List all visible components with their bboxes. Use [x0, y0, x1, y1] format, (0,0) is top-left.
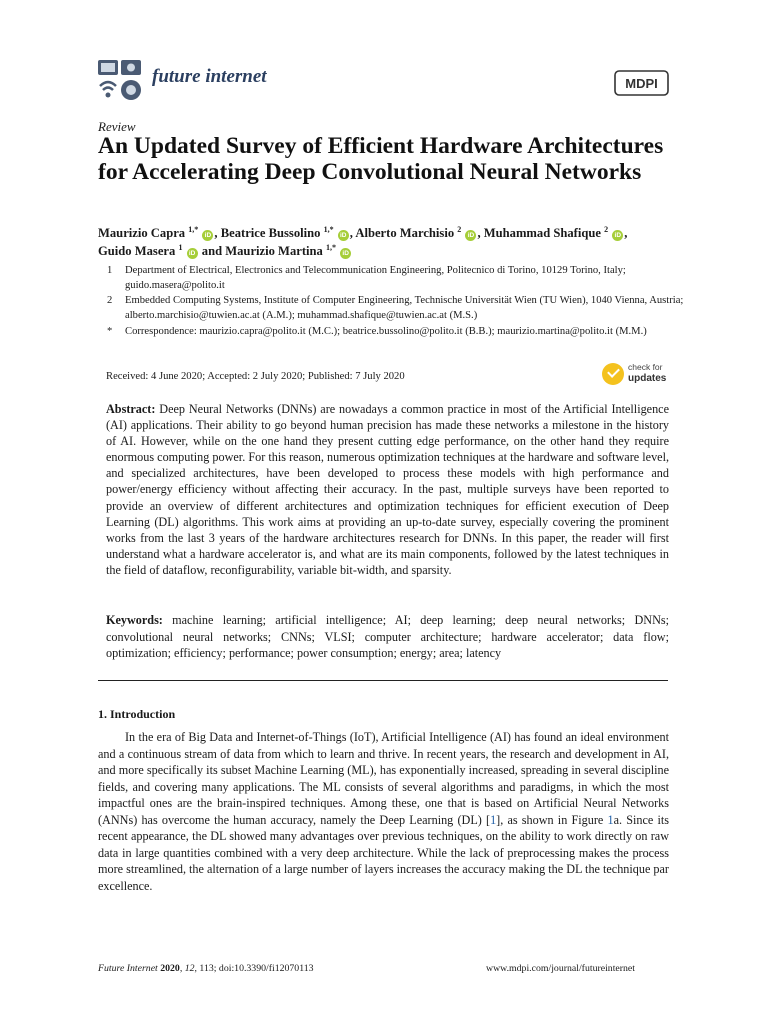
author-name: Muhammad Shafique: [483, 226, 601, 240]
checkmark-icon: [602, 363, 624, 385]
abstract: [106, 401, 669, 578]
check-for-updates-badge[interactable]: [602, 361, 682, 389]
author-affiliation-mark: 2: [604, 225, 609, 234]
author-separator: ,: [349, 226, 353, 240]
affiliation-text: Correspondence: maurizio.capra@polito.it (M.C.); beatrice.bussolino@polito.it (B.B.); maurizio.martina@polito.it (M.M.): [125, 326, 647, 337]
author-affiliation-mark: 2: [457, 225, 462, 234]
mdpi-logo-icon: [614, 70, 669, 96]
mdpi-logo-text: MDPI: [625, 76, 658, 91]
introduction-paragraph: [98, 729, 669, 894]
abstract-label: Abstract:: [106, 402, 156, 416]
affiliation-text: Department of Electrical, Electronics and Telecommunication Engineering, Politecnico di Torino, 10129 Torino, Italy; guido.masera@polito.it: [125, 265, 626, 291]
article-type: Review: [98, 119, 136, 134]
footer-url[interactable]: www.mdpi.com/journal/futureinternet: [486, 963, 636, 974]
affiliation: [107, 293, 685, 323]
orcid-icon[interactable]: iD: [340, 248, 351, 259]
orcid-icon[interactable]: iD: [202, 230, 213, 241]
footer-journal: Future Internet: [98, 963, 158, 974]
author-list: [98, 224, 678, 260]
footer-citation: Future Internet 2020, 12, 113; doi:10.3390/fi12070113: [98, 963, 314, 974]
publication-dates: Received: 4 June 2020; Accepted: 2 July 2020; Published: 7 July 2020: [106, 371, 405, 382]
paragraph-text: a. Since its recent appearance, the DL showed many advantages over previous techniques, on the ability to work directly on raw data in large quantities combined with a very deep architecture. While the lack of preprocessing makes the process more streamlined, the alternation of a large number of layers increases the accuracy making the DL the technique par excellence.: [98, 812, 669, 893]
journal-logo-icon: [98, 58, 142, 102]
section-divider: [98, 680, 668, 681]
footer-doi: 113; doi:10.3390/fi12070113: [199, 963, 314, 974]
author-name: Alberto Marchisio: [355, 226, 455, 240]
author-affiliation-mark: 1,*: [188, 225, 199, 234]
author-affiliation-mark: 1: [178, 243, 183, 252]
orcid-icon[interactable]: iD: [338, 230, 349, 241]
paragraph-text: In the era of Big Data and Internet-of-Things (IoT), Artificial Intelligence (AI) has found an ideal environment and a continuous stream of data from which to learn and thrive. In recent years, the research and development in AI, and more specifically its subset Machine Learning (ML), has exponentially increased, spreading in several discipline fields, and covering many applications. The ML consists of several algorithms and paradigms, in which the most impactful ones are the brain-inspired techniques. Among these, one that is based on Artificial Neural Networks (ANNs) has overcome the human accuracy, namely the Deep Learning (DL) [: [98, 730, 669, 827]
affiliation-mark: *: [107, 326, 113, 337]
section-heading: 1. Introduction: [98, 707, 176, 721]
footer-year: 2020: [160, 963, 180, 974]
author-affiliation-mark: 1,*: [325, 243, 336, 252]
author-separator: ,: [624, 226, 628, 240]
paper-title: An Updated Survey of Efficient Hardware Architectures for Accelerating Deep Convolutional Neural Networks: [98, 133, 664, 185]
author-separator: ,: [214, 226, 218, 240]
updates-label: updates: [628, 373, 667, 384]
paragraph-text: ], as shown in Figure: [496, 812, 608, 827]
keywords: [106, 612, 669, 662]
affiliation-mark: 2: [107, 295, 113, 306]
author-name: Guido Masera: [98, 244, 176, 258]
citation-link[interactable]: 1: [490, 812, 497, 827]
footer-volume: 12: [184, 963, 195, 974]
abstract-text: Deep Neural Networks (DNNs) are nowadays a common practice in most of the Artificial Intelligence (AI) applications. Their ability to go beyond human precision has made these networks a milestone in the history of AI. However, while on the one hand they present cutting edge performance, on the other hand they require enormous computing power. For this reason, numerous optimization techniques at the hardware and software level, and specialized architectures, have been developed to process these models with high performance and power/energy efficiency without affecting their accuracy. In the past, multiple surveys have been reported to provide an overview of different architectures and optimization techniques for efficient execution of Deep Learning (DL) algorithms. This work aims at providing an up-to-date survey, especially covering the prominent works from the last 3 years of the hardware architectures research for DNNs. In this paper, the reader will first understand what a hardware accelerator is, and what are its main components, followed by the latest techniques in the field of dataflow, reconfigurability, variable bit-width, and sparsity.: [106, 402, 669, 577]
author-affiliation-mark: 1,*: [323, 225, 334, 234]
author-name: Maurizio Martina: [225, 244, 323, 258]
figure-link[interactable]: 1: [607, 812, 614, 827]
orcid-icon[interactable]: iD: [612, 230, 623, 241]
author-separator: and: [201, 244, 223, 258]
keywords-label: Keywords:: [106, 613, 163, 627]
check-for-label: check for: [628, 362, 663, 372]
affiliation-text: Embedded Computing Systems, Institute of Computer Engineering, Technische Universität Wien (TU Wien), 1040 Vienna, Austria; alberto.marchisio@tuwien.ac.at (A.M.); muhammad.shafique@tuwien.ac.at (M.S.): [125, 295, 684, 321]
author-name: Beatrice Bussolino: [220, 226, 321, 240]
keywords-text: machine learning; artificial intelligence; AI; deep learning; deep neural networks; DNNs; convolutional neural networks; CNNs; VLSI; computer architecture; hardware accelerator; data flow; optimization; efficiency; performance; power consumption; energy; area; latency: [106, 613, 670, 660]
correspondence: [107, 324, 685, 339]
affiliation-mark: 1: [107, 265, 113, 276]
journal-name: future internet: [152, 66, 267, 87]
author-separator: ,: [477, 226, 481, 240]
affiliation: [107, 263, 685, 293]
orcid-icon[interactable]: iD: [187, 248, 198, 259]
orcid-icon[interactable]: iD: [465, 230, 476, 241]
author-name: Maurizio Capra: [98, 226, 186, 240]
